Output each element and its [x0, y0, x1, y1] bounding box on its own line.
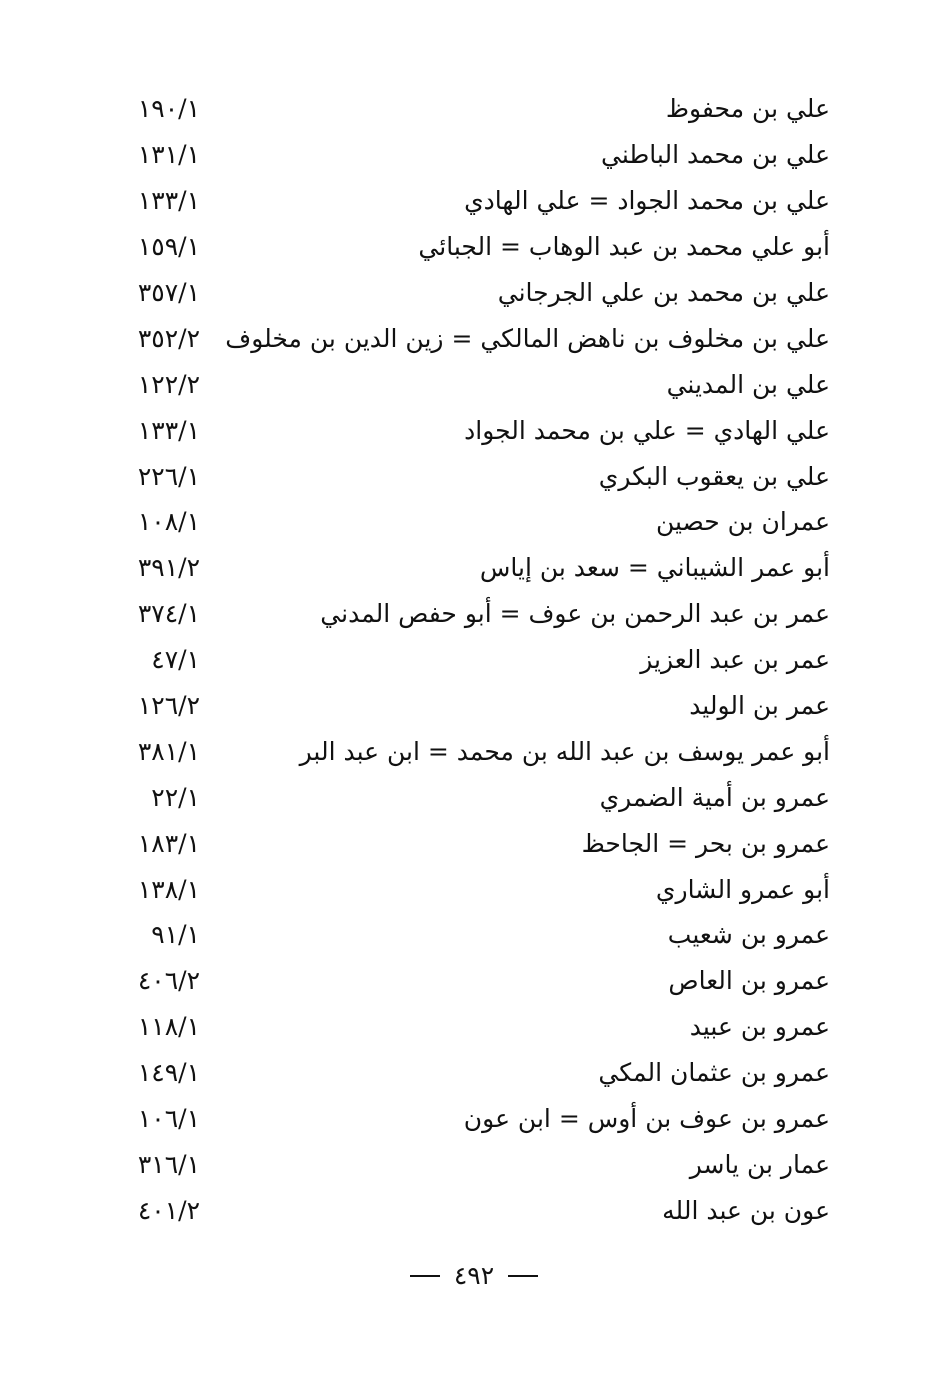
index-entry [120, 499, 830, 545]
entry-reference: ١٣٨/١ [137, 874, 200, 904]
index-entry [120, 1004, 830, 1050]
entry-name: علي بن مخلوف بن ناهض المالكي = زين الدين بن مخلوف [225, 323, 830, 353]
entry-reference: ٢٢/١ [151, 782, 200, 812]
entry-reference: ٣٥٢/٢ [137, 323, 200, 353]
entry-reference: ١٢٢/٢ [137, 369, 200, 399]
entry-name: أبو علي محمد بن عبد الوهاب = الجبائي [418, 232, 830, 262]
entry-name: علي بن محمد الباطني [601, 140, 830, 170]
entry-name: عمرو بن عثمان المكي [598, 1058, 830, 1088]
entry-reference: ٤٠٦/٢ [137, 966, 200, 996]
index-entry [120, 545, 830, 591]
entry-reference: ١٣١/١ [137, 140, 200, 170]
entry-reference: ١٩٠/١ [137, 94, 200, 124]
entry-name: علي بن يعقوب البكري [598, 461, 830, 491]
index-entry [120, 407, 830, 453]
entry-name: عمرو بن عوف بن أوس = ابن عون [463, 1104, 830, 1134]
entry-reference: ٢٢٦/١ [137, 461, 200, 491]
index-entry [120, 866, 830, 912]
entry-reference: ١٤٩/١ [137, 1058, 200, 1088]
entry-name: علي بن المديني [666, 369, 830, 399]
index-entry [120, 453, 830, 499]
entry-reference: ٣٥٧/١ [137, 278, 200, 307]
entry-name: عمر بن عبد الرحمن بن عوف = أبو حفص المدني [320, 599, 830, 629]
index-entry [120, 178, 830, 224]
index-entry [120, 1050, 830, 1096]
entry-reference: ١٨٣/١ [137, 828, 200, 858]
index-entry [120, 315, 830, 361]
index-entry [120, 1096, 830, 1142]
entry-name: علي بن محفوظ [665, 94, 830, 124]
index-entry [120, 683, 830, 729]
entry-name: عمرو بن أمية الضمري [599, 782, 830, 812]
index-entry [120, 86, 830, 132]
index-entry [120, 820, 830, 866]
entry-reference: ٣١٦/١ [137, 1149, 200, 1179]
index-entry [120, 361, 830, 407]
entry-name: عون بن عبد الله [662, 1195, 830, 1225]
entry-name: أبو عمر الشيباني = سعد بن إياس [479, 553, 830, 583]
footer-dash-left [410, 1275, 440, 1277]
entry-reference: ١٠٦/١ [137, 1104, 200, 1134]
index-entry [120, 728, 830, 774]
entry-reference: ٣٩١/٢ [137, 553, 200, 583]
entry-name: عمر بن عبد العزيز [640, 645, 830, 675]
entry-reference: ١٥٩/١ [137, 232, 200, 262]
name-index-list [120, 86, 830, 1233]
index-entry [120, 637, 830, 683]
entry-name: علي بن محمد الجواد = علي الهادي [464, 186, 830, 216]
index-entry [120, 912, 830, 958]
entry-name: علي الهادي = علي بن محمد الجواد [464, 415, 830, 445]
entry-name: أبو عمر يوسف بن عبد الله بن محمد = ابن عبد البر [299, 736, 830, 766]
entry-reference: ١٣٣/١ [137, 415, 200, 445]
index-entry [120, 591, 830, 637]
index-entry [120, 224, 830, 270]
entry-name: عمرو بن العاص [668, 966, 830, 996]
index-entry [120, 958, 830, 1004]
index-entry [120, 1187, 830, 1233]
entry-name: عمرو بن شعيب [667, 920, 830, 950]
entry-reference: ١٢٦/٢ [137, 691, 200, 721]
entry-reference: ١٣٣/١ [137, 186, 200, 216]
entry-reference: ٣٨١/١ [137, 736, 200, 766]
entry-name: عمرو بن عبيد [689, 1012, 830, 1042]
entry-name: علي بن محمد بن علي الجرجاني [497, 278, 830, 307]
entry-reference: ٩١/١ [151, 920, 200, 950]
page-number: ٤٩٢ [453, 1261, 495, 1290]
page-footer [0, 1261, 948, 1290]
index-entry [120, 774, 830, 820]
entry-reference: ١١٨/١ [137, 1012, 200, 1042]
entry-name: عمرو بن بحر = الجاحظ [581, 828, 830, 858]
entry-name: أبو عمرو الشاري [655, 874, 830, 904]
entry-name: عمران بن حصين [655, 507, 830, 537]
index-entry [120, 270, 830, 316]
entry-reference: ٤٧/١ [151, 645, 200, 675]
entry-reference: ١٠٨/١ [137, 507, 200, 537]
entry-reference: ٤٠١/٢ [137, 1195, 200, 1225]
entry-reference: ٣٧٤/١ [137, 599, 200, 629]
footer-dash-right [508, 1275, 538, 1277]
entry-name: عمر بن الوليد [689, 691, 830, 721]
entry-name: عمار بن ياسر [689, 1149, 830, 1179]
index-entry [120, 1141, 830, 1187]
index-entry [120, 132, 830, 178]
